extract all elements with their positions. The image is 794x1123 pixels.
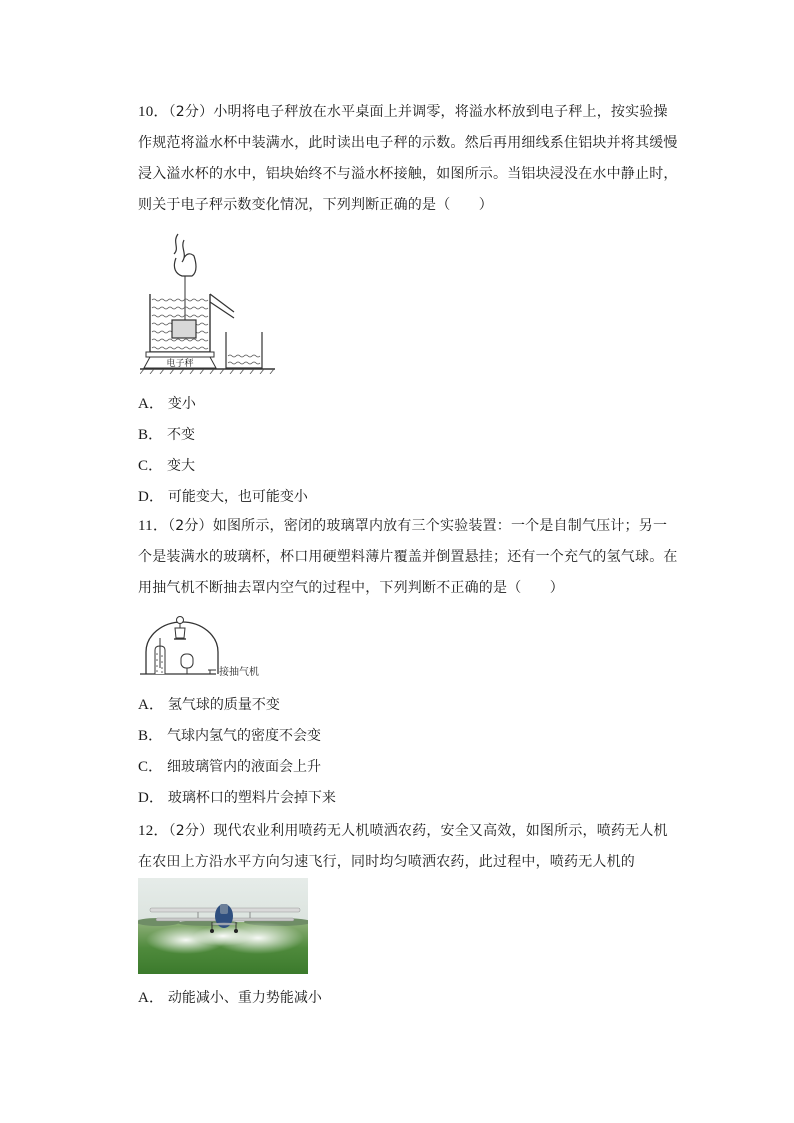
scale-top bbox=[146, 352, 214, 357]
option-d bbox=[138, 487, 308, 507]
option-b bbox=[138, 726, 321, 746]
spraying-plane-image bbox=[138, 878, 308, 974]
option-letter: B． bbox=[138, 728, 164, 744]
table-hatch bbox=[140, 369, 274, 374]
option-text: 变小 bbox=[167, 396, 196, 412]
question-number: 11． bbox=[138, 518, 169, 534]
question-text: （2分）小明将电子秤放在水平桌面上并调零，将溢水杯放到电子秤上，按实验操作规范将溢水杯中装满水，此时读出电子秤的示数。然后再用细线系住铝块并将其缓慢浸入溢水杯的水中，铝块始终不与溢水杯接触，如图所示。当铝块浸没在水中静止时，则关于电子秤示数变化情况，下列判断正确的是（ ） bbox=[138, 104, 678, 213]
crop-duster-photo bbox=[138, 878, 308, 974]
bell-jar-diagram bbox=[140, 616, 280, 680]
option-letter: A． bbox=[138, 990, 164, 1006]
option-letter: A． bbox=[138, 396, 164, 412]
beaker-water bbox=[228, 355, 260, 364]
option-letter: D． bbox=[138, 790, 164, 806]
spout bbox=[210, 294, 234, 318]
inverted-cup bbox=[175, 628, 185, 638]
pump-label: 接抽气机 bbox=[219, 667, 259, 678]
option-a bbox=[138, 695, 280, 715]
option-d bbox=[138, 788, 336, 808]
option-letter: A． bbox=[138, 697, 164, 713]
aluminum-block bbox=[172, 320, 196, 338]
hook-ring bbox=[177, 617, 184, 624]
option-text: 不变 bbox=[167, 427, 196, 443]
option-text: 玻璃杯口的塑料片会掉下来 bbox=[167, 790, 336, 806]
option-c bbox=[138, 757, 321, 777]
overflow-cup-diagram bbox=[140, 232, 290, 374]
hand-icon bbox=[174, 234, 196, 276]
question-11 bbox=[138, 511, 678, 604]
option-text: 氢气球的质量不变 bbox=[167, 697, 280, 713]
option-letter: B． bbox=[138, 427, 164, 443]
option-text: 变大 bbox=[167, 458, 196, 474]
option-text: 可能变大，也可能变小 bbox=[167, 489, 308, 505]
question-number: 10． bbox=[138, 104, 169, 120]
question-text: （2分）现代农业利用喷药无人机喷洒农药，安全又高效，如图所示，喷药无人机在农田上方沿水平方向匀速飞行，同时均匀喷洒农药，此过程中，喷药无人机的 bbox=[138, 823, 668, 870]
option-letter: D． bbox=[138, 489, 164, 505]
question-text: （2分）如图所示，密闭的玻璃罩内放有三个实验装置：一个是自制气压计；另一个是装满水的玻璃杯，杯口用硬塑料薄片覆盖并倒置悬挂；还有一个充气的氢气球。在用抽气机不断抽去罩内空气的过程中，下列判断不正确的是（ ） bbox=[138, 518, 678, 596]
option-text: 细玻璃管内的液面会上升 bbox=[167, 759, 322, 775]
question-10 bbox=[138, 97, 678, 221]
electronic-scale-figure bbox=[140, 232, 290, 374]
option-a bbox=[138, 394, 196, 414]
hydrogen-balloon bbox=[181, 654, 193, 668]
option-c bbox=[138, 456, 195, 476]
bell-jar-figure bbox=[140, 616, 280, 680]
option-letter: C． bbox=[138, 458, 164, 474]
option-a bbox=[138, 988, 322, 1008]
option-b bbox=[138, 425, 195, 445]
spray-mist-center bbox=[193, 926, 253, 946]
option-letter: C． bbox=[138, 759, 164, 775]
scale-label: 电子秤 bbox=[166, 359, 194, 369]
option-text: 气球内氢气的密度不会变 bbox=[167, 728, 322, 744]
option-text: 动能减小、重力势能减小 bbox=[167, 990, 322, 1006]
question-number: 12． bbox=[138, 823, 169, 839]
